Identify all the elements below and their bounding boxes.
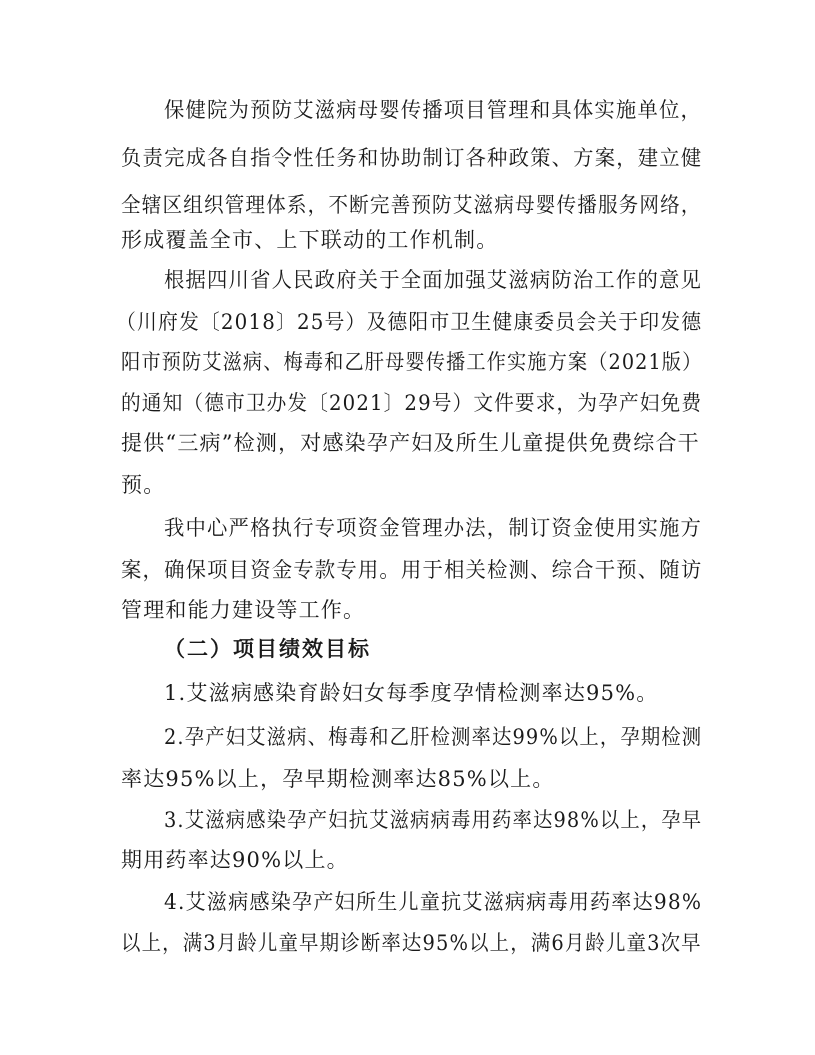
section-heading: （二）项目绩效目标 [164, 637, 371, 661]
text-line: 的通知（德市卫办发〔2021〕29号）文件要求，为孕产妇免费 [121, 391, 703, 415]
text-line: 以上，满3月龄儿童早期诊断率达95%以上，满6月龄儿童3次早 [121, 931, 702, 955]
text-line: 负责完成各自指令性任务和协助制订各种政策、方案，建立健 [121, 146, 703, 170]
text-line: 管理和能力建设等工作。 [121, 598, 366, 622]
text-line: 阳市预防艾滋病、梅毒和乙肝母婴传播工作实施方案（2021版） [121, 350, 703, 374]
text-line: 预。 [121, 473, 166, 497]
text-line: 保健院为预防艾滋病母婴传播项目管理和具体实施单位， [164, 98, 703, 122]
text-line: 全辖区组织管理体系，不断完善预防艾滋病母婴传播服务网络， [121, 193, 702, 217]
text-line: 3.艾滋病感染孕产妇抗艾滋病病毒用药率达98%以上，孕早 [164, 808, 703, 832]
text-line: 我中心严格执行专项资金管理办法，制订资金使用实施方 [164, 516, 703, 540]
text-line: 率达95%以上，孕早期检测率达85%以上。 [121, 767, 555, 791]
text-line: 4.艾滋病感染孕产妇所生儿童抗艾滋病病毒用药率达98% [164, 890, 703, 914]
text-line: 1.艾滋病感染育龄妇女每季度孕情检测率达95%。 [164, 681, 659, 705]
text-line: 期用药率达90%以上。 [121, 848, 349, 872]
text-line: 提供“三病”检测，对感染孕产妇及所生儿童提供免费综合干 [121, 431, 700, 455]
text-line: 形成覆盖全市、上下联动的工作机制。 [121, 228, 499, 252]
text-line: 案，确保项目资金专款专用。用于相关检测、综合干预、随访 [121, 558, 703, 582]
text-line: （川府发〔2018〕25号）及德阳市卫生健康委员会关于印发德 [116, 310, 703, 334]
text-line: 2.孕产妇艾滋病、梅毒和乙肝检测率达99%以上，孕期检测 [164, 725, 703, 749]
text-line: 根据四川省人民政府关于全面加强艾滋病防治工作的意见 [164, 268, 703, 292]
